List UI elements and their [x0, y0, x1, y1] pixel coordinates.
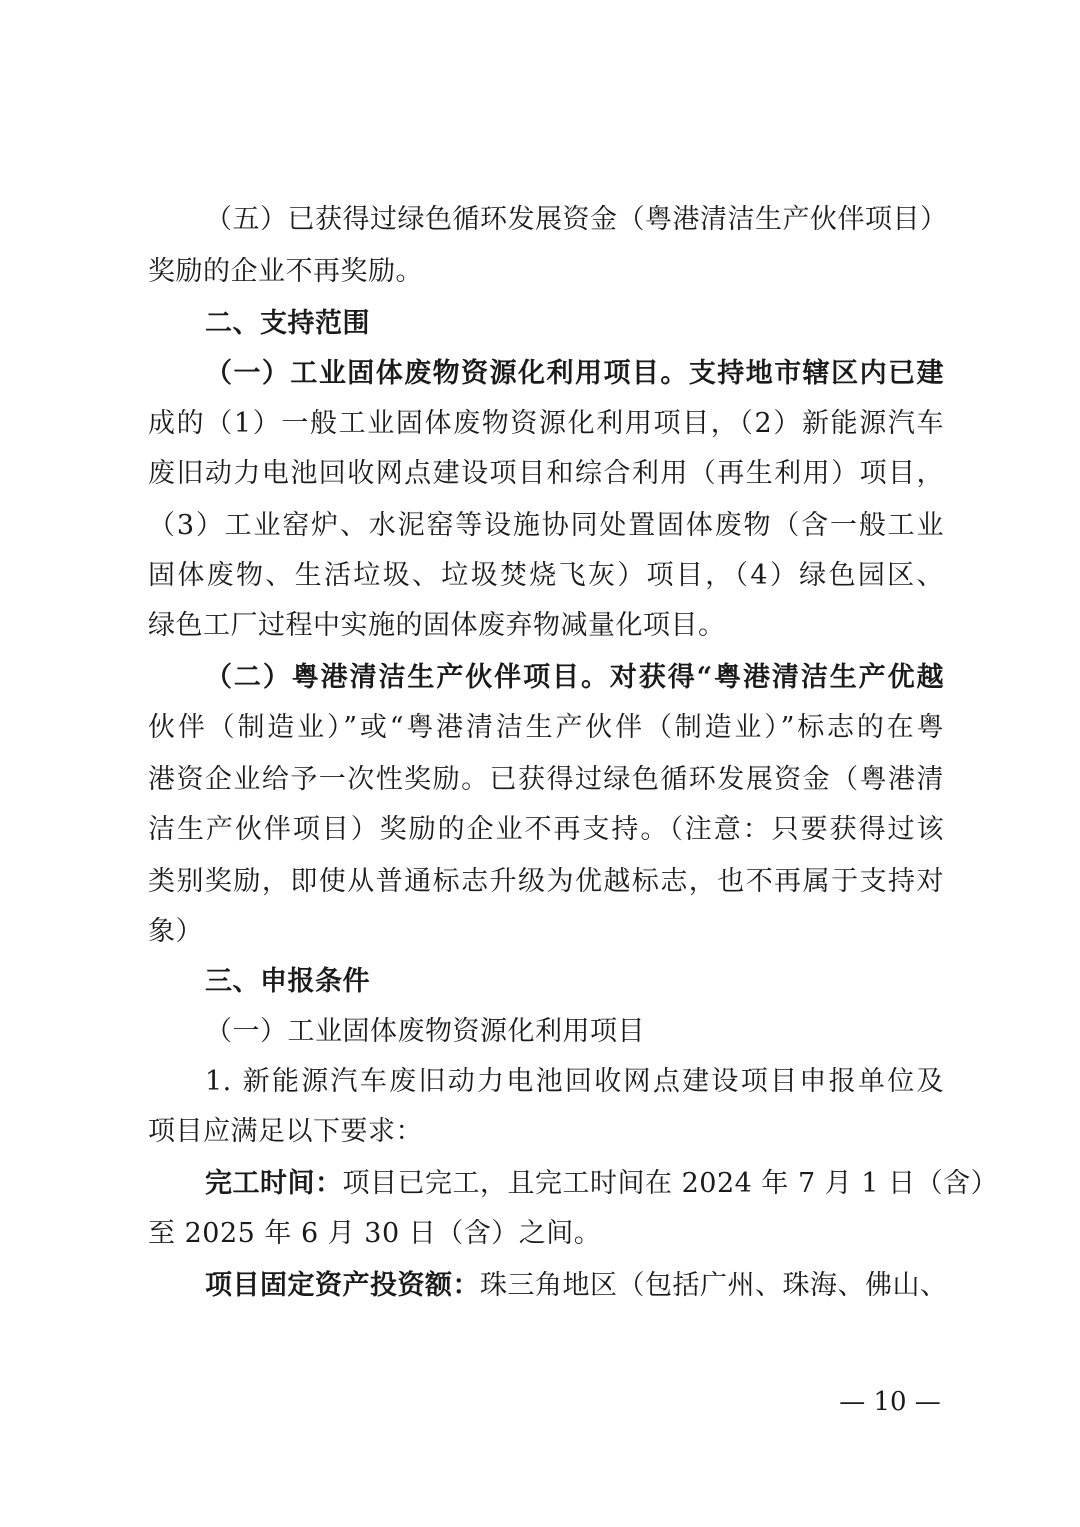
section-heading: 二、支持范围 — [205, 308, 370, 339]
paragraph-line: 奖励的企业不再奖励。 — [148, 256, 423, 287]
subsection-heading: （一）工业固体废物资源化利用项目 — [205, 1016, 645, 1047]
paragraph-line: 绿色工厂过程中实施的固体废弃物减量化项目。 — [148, 610, 726, 641]
paragraph-line: （一）工业固体废物资源化利用项目。支持地市辖区内已建 — [205, 358, 944, 389]
investment-line — [205, 1266, 948, 1306]
paragraph-line: 项目应满足以下要求： — [148, 1116, 423, 1147]
paragraph-line: 至 2025 年 6 月 30 日（含）之间。 — [148, 1218, 602, 1249]
paragraph-line: 象） — [148, 916, 203, 947]
paragraph-line: 1. 新能源汽车废旧动力电池回收网点建设项目申报单位及 — [205, 1066, 944, 1097]
paragraph-line: 废旧动力电池回收网点建设项目和综合利用（再生利用）项目， — [148, 458, 944, 489]
paragraph-line: 洁生产伙伴项目）奖励的企业不再支持。（注意：只要获得过该 — [148, 814, 944, 845]
investment-text: 珠三角地区（包括广州、珠海、佛山、 — [480, 1270, 948, 1301]
paragraph-line: （五）已获得过绿色循环发展资金（粤港清洁生产伙伴项目） — [205, 204, 948, 235]
paragraph-line: 类别奖励，即使从普通标志升级为优越标志，也不再属于支持对 — [148, 866, 944, 897]
investment-label: 项目固定资产投资额： — [205, 1270, 480, 1301]
completion-time-text: 项目已完工，且完工时间在 2024 年 7 月 1 日（含） — [342, 1168, 999, 1199]
completion-time-label: 完工时间： — [205, 1168, 343, 1199]
completion-time-line — [205, 1164, 999, 1204]
paragraph-line: （3）工业窑炉、水泥窑等设施协同处置固体废物（含一般工业 — [148, 510, 944, 541]
paragraph-line: （二）粤港清洁生产伙伴项目。对获得“粤港清洁生产优越 — [205, 662, 944, 693]
paragraph-line: 伙伴（制造业）”或“粤港清洁生产伙伴（制造业）”标志的在粤 — [148, 712, 944, 743]
paragraph-line: 成的（1）一般工业固体废物资源化利用项目，（2）新能源汽车 — [148, 408, 944, 439]
page-number: — 10 — — [839, 1387, 941, 1417]
paragraph-line: 固体废物、生活垃圾、垃圾焚烧飞灰）项目，（4）绿色园区、 — [148, 560, 944, 591]
paragraph-line: 港资企业给予一次性奖励。已获得过绿色循环发展资金（粤港清 — [148, 764, 944, 795]
section-heading: 三、申报条件 — [205, 966, 370, 997]
